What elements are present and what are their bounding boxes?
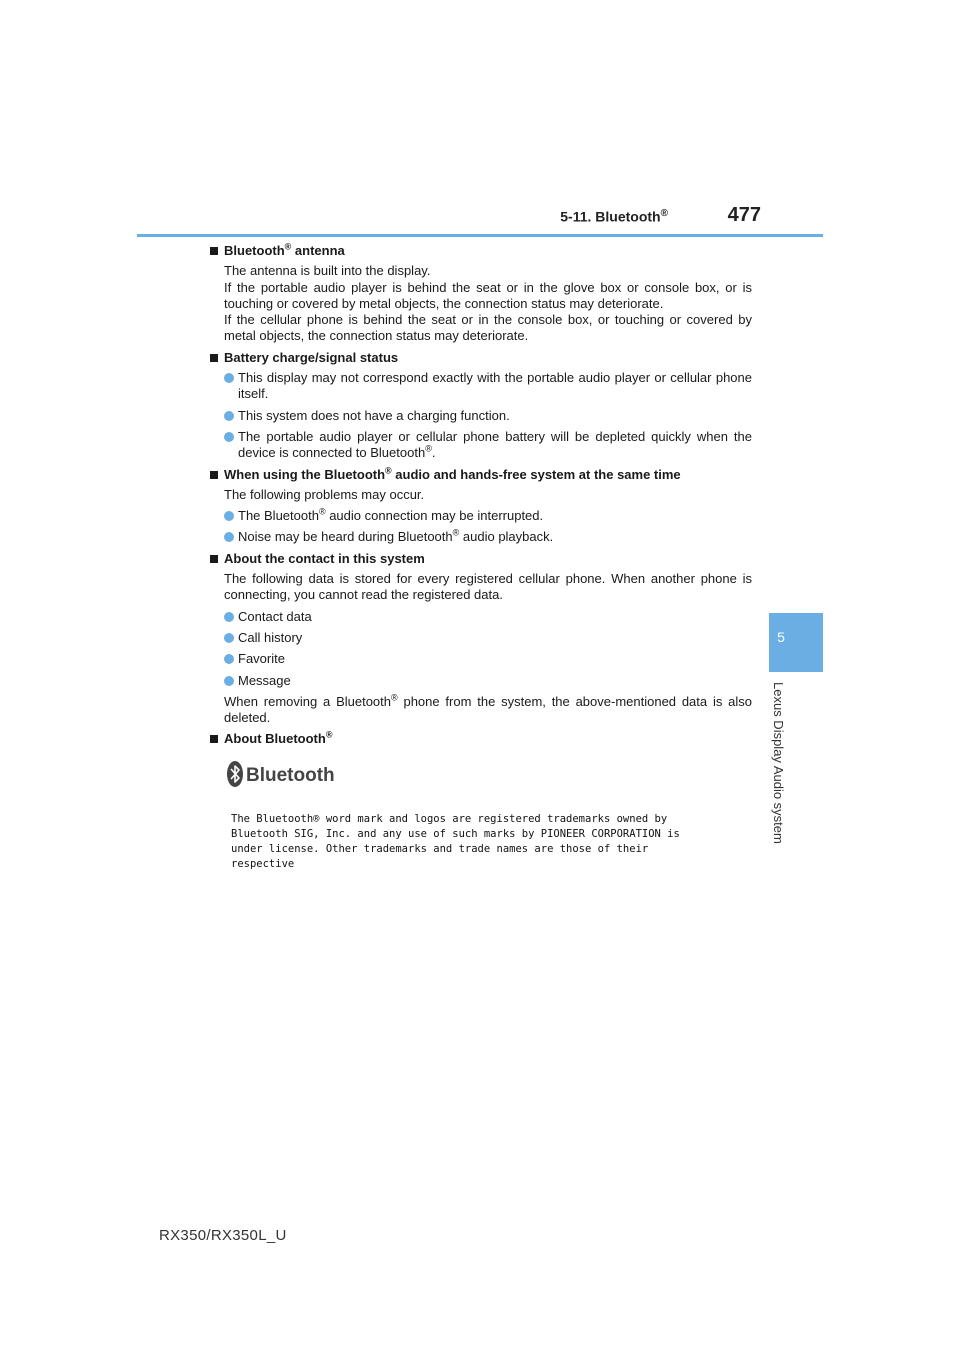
square-bullet-icon (210, 555, 218, 563)
page-content (210, 243, 752, 752)
trademark-line: Bluetooth SIG, Inc. and any use of such marks by PIONEER CORPORATION is (231, 828, 680, 840)
bluetooth-logo-icon (226, 760, 336, 788)
bullet-dot-icon (224, 373, 234, 383)
bullet-dot-icon (224, 633, 234, 643)
list-item: Message (238, 673, 752, 689)
paragraph: When removing a Bluetooth® phone from the system, the above-mentioned data is also deleted. (224, 692, 752, 726)
heading-same-time: When using the Bluetooth® audio and hands-free system at the same time (210, 467, 752, 483)
heading-bluetooth-antenna: Bluetooth® antenna (210, 243, 752, 259)
bullet-dot-icon (224, 411, 234, 421)
list-item: Call history (238, 630, 752, 646)
paragraph: The following problems may occur. (224, 486, 425, 502)
trademark-line: under license. Other trademarks and trade names are those of their (231, 843, 649, 855)
chapter-tab (769, 613, 823, 672)
list-item: Favorite (238, 651, 752, 667)
section-title: 5-11. Bluetooth® (560, 208, 668, 225)
trademark-line: The Bluetooth® word mark and logos are registered trademarks owned by (231, 813, 668, 825)
bluetooth-logo-area (226, 760, 686, 875)
list-item: The portable audio player or cellular phone battery will be depleted quickly when the device is connected to Bluetooth®. (238, 429, 752, 462)
chapter-number: 5 (777, 629, 785, 645)
bullet-dot-icon (224, 532, 234, 542)
page-header (137, 200, 823, 237)
trademark-notice (231, 812, 680, 872)
square-bullet-icon (210, 735, 218, 743)
bullet-dot-icon (224, 511, 234, 521)
page-number: 477 (727, 204, 761, 226)
paragraph: The antenna is built into the display. (224, 263, 431, 279)
list-item: This system does not have a charging function. (238, 408, 752, 424)
bullet-dot-icon (224, 432, 234, 442)
list-item: The Bluetooth® audio connection may be interrupted. (238, 508, 752, 524)
square-bullet-icon (210, 471, 218, 479)
list-item: Contact data (238, 609, 752, 625)
svg-text:Bluetooth: Bluetooth (246, 765, 335, 786)
bullet-dot-icon (224, 676, 234, 686)
heading-about-bluetooth: About Bluetooth® (210, 731, 752, 747)
list-item: This display may not correspond exactly with the portable audio player or cellular phone itself. (238, 370, 752, 403)
paragraph: If the cellular phone is behind the seat or in the console box, or touching or covered by metal objects, the connection status may deteriorate. (224, 312, 752, 344)
bullet-dot-icon (224, 654, 234, 664)
chapter-label: Lexus Display Audio system (771, 682, 786, 844)
paragraph: If the portable audio player is behind the seat or in the glove box or console box, or is touching or covered by metal objects, the connection status may deteriorate. (224, 279, 752, 311)
square-bullet-icon (210, 354, 218, 362)
trademark-line: respective (231, 858, 295, 870)
heading-battery-signal: Battery charge/signal status (210, 350, 752, 366)
bullet-dot-icon (224, 612, 234, 622)
paragraph: The following data is stored for every registered cellular phone. When another phone is connecting, you cannot read the registered data. (224, 571, 752, 603)
footer-model: RX350/RX350L_U (159, 1227, 287, 1244)
heading-contact: About the contact in this system (210, 551, 752, 567)
square-bullet-icon (210, 247, 218, 255)
list-item: Noise may be heard during Bluetooth® audio playback. (238, 529, 752, 545)
